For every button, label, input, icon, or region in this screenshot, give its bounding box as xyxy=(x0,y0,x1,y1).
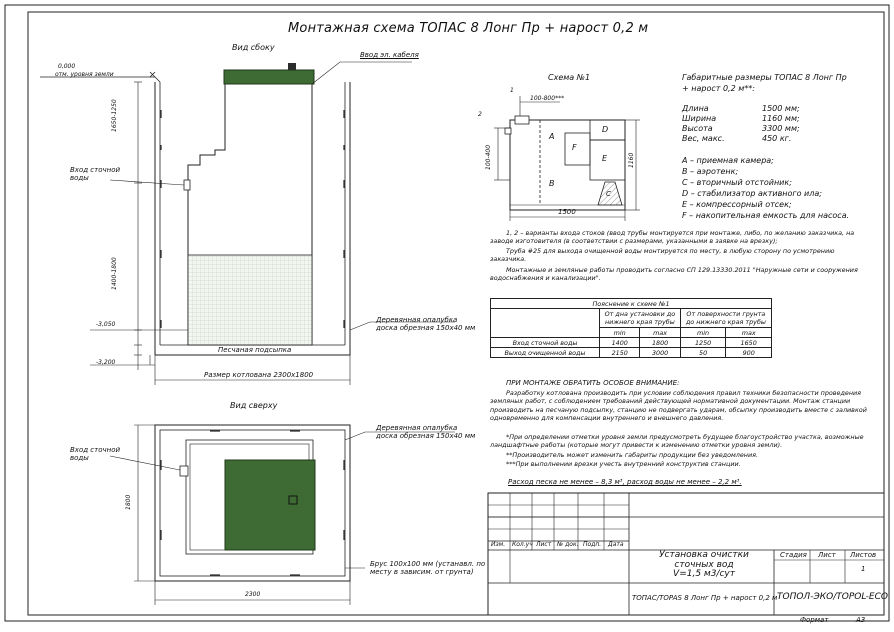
scheme-dim-top: 100-800*** xyxy=(530,95,565,102)
scheme-width: 1500 xyxy=(558,208,576,216)
table-max: max xyxy=(640,328,680,338)
table-cell: 1800 xyxy=(640,338,680,348)
table-cell: 1250 xyxy=(680,338,726,348)
stamp-format-value: А3 xyxy=(856,616,866,624)
scheme-1-drawing xyxy=(494,96,640,221)
stamp-model: ТОПАС/TOPAS 8 Лонг Пр + нарост 0,2 м xyxy=(632,594,778,602)
table-corner xyxy=(491,309,600,338)
note-outlet-pipe: Труба #25 для выхода очищенной воды монтируется по месту, в любую сторону по усмотрению заказчика. xyxy=(490,247,835,264)
ground-level-value: 0,000 xyxy=(58,63,76,70)
table-row-label: Вход сточной воды xyxy=(491,338,600,348)
table-min: min xyxy=(600,328,640,338)
side-inlet-label: Вход сточной воды xyxy=(70,166,121,182)
attention-title: ПРИ МОНТАЖЕ ОБРАТИТЬ ОСОБОЕ ВНИМАНИЕ: xyxy=(506,379,680,387)
dim-row-value: 1500 мм; xyxy=(762,104,800,113)
table-cell: 1650 xyxy=(726,338,772,348)
scheme-mark-2: 2 xyxy=(478,111,482,118)
dim-row-label: Длина xyxy=(682,104,709,113)
level-2-label: -3,200 xyxy=(96,359,116,366)
dim-mid-label: 1400-1800 xyxy=(111,257,118,290)
table-cell: 3000 xyxy=(640,348,680,358)
zone-f: F xyxy=(572,143,577,152)
table-cell: 1400 xyxy=(600,338,640,348)
scheme-label: Схема №1 xyxy=(548,73,591,82)
footnote-insertion: ***При выполнении врезки учесть внутренний конструктив станции. xyxy=(506,460,741,468)
legend-item: D – стабилизатор активного ила; xyxy=(682,189,822,198)
stamp-sheet: Лист xyxy=(818,551,836,559)
stamp-col: № док. xyxy=(557,541,579,548)
beam-label: Брус 100х100 мм (устанавл. по месту в зависим. от грунта) xyxy=(370,560,486,576)
side-view-drawing xyxy=(40,62,455,385)
table-header-b: От поверхности грунта до нижнего края трубы xyxy=(680,309,771,328)
attention-body: Разработку котлована производить при условии соблюдения правил техники безопасности проведения земляных работ, с соблюдением требований действующей нормативной документации. Монтаж станции производить на песчаную подсыпку, станцию не подвергать ударам, обсыпку производить вместе с заливкой одновременно для компенсации внутреннего и внешнего давления. xyxy=(490,389,867,423)
top-dim-width: 2300 xyxy=(245,591,261,598)
sand-bed-label: Песчаная подсыпка xyxy=(218,346,292,354)
dim-row-label: Ширина xyxy=(682,114,717,123)
dim-top-label: 1650-1250 xyxy=(111,99,118,132)
top-view-drawing xyxy=(110,425,455,605)
explanation-table xyxy=(490,298,772,358)
zone-legend xyxy=(682,156,882,222)
side-formwork-label: Деревянная опалубка доска обрезная 150х40 мм xyxy=(376,316,476,332)
ground-level-label: отм. уровня земли xyxy=(55,71,114,78)
stamp-col: Кол.уч xyxy=(512,541,533,548)
table-cell: 50 xyxy=(680,348,726,358)
stamp-col: Изм. xyxy=(491,541,506,548)
legend-item: E – компрессорный отсек; xyxy=(682,200,792,209)
cable-entry-label: Ввод эл. кабеля xyxy=(360,51,419,59)
zone-a: A xyxy=(549,132,555,141)
table-title: Пояснение к схеме №1 xyxy=(491,299,772,309)
stamp-col: Лист xyxy=(536,541,552,548)
dim-row-label: Высота xyxy=(682,124,713,133)
dim-row-value: 1160 мм; xyxy=(762,114,800,123)
zone-e: E xyxy=(602,154,608,163)
footnote-ground-level: *При определении отметки уровня земли предусмотреть будущее благоустройство участка, возможные ландшафтные работы (которые могут привести к изменению отметки уровня земли). xyxy=(490,433,864,450)
scheme-dim-left: 100-400 xyxy=(485,144,492,170)
top-inlet-label: Вход сточной воды xyxy=(70,446,121,462)
dim-row-value: 450 кг. xyxy=(762,134,792,143)
legend-item: C – вторичный отстойник; xyxy=(682,178,792,187)
stamp-col: Подп. xyxy=(583,541,602,548)
legend-item: A – приемная камера; xyxy=(682,156,774,165)
table-cell: 2150 xyxy=(600,348,640,358)
legend-item: B – аэротенк; xyxy=(682,167,739,176)
page-title: Монтажная схема ТОПАС 8 Лонг Пр + нарост 0,2 м xyxy=(288,21,649,36)
stamp-format: Формат xyxy=(800,616,829,624)
legend-item: F – накопительная емкость для насоса. xyxy=(682,211,850,220)
note-inlet-variants: 1, 2 – варианты входа стоков (ввод трубы монтируется при монтаже, либо, по желанию заказчика, на заводе изготовителя (в соответствии с размерами, указанными в заявке на врезку); xyxy=(490,229,855,246)
scheme-height: 1160 xyxy=(628,152,635,168)
sand-water-consumption: Расход песка не менее – 8,3 м³, расход воды не менее – 2,2 м³. xyxy=(508,478,742,486)
top-view-label: Вид сверху xyxy=(230,401,278,410)
stamp-stage: Стадия xyxy=(780,551,807,559)
top-dim-height: 1800 xyxy=(125,494,132,510)
dimensions-list xyxy=(682,104,822,144)
side-view-label: Вид сбоку xyxy=(232,43,275,52)
zone-b: B xyxy=(549,179,555,188)
table-max: max xyxy=(726,328,772,338)
stamp-sheets: Листов xyxy=(850,551,877,559)
table-row-label: Выход очищенной воды xyxy=(491,348,600,358)
zone-d: D xyxy=(602,125,609,134)
zone-c: C xyxy=(606,190,611,198)
dimensions-title: Габаритные размеры ТОПАС 8 Лонг Пр + нарост 0,2 м**: xyxy=(682,73,847,93)
top-formwork-label: Деревянная опалубка доска обрезная 150х40 мм xyxy=(376,424,476,440)
pit-size-label: Размер котлована 2300х1800 xyxy=(204,371,314,379)
table-min: min xyxy=(680,328,726,338)
stamp-sheets-value: 1 xyxy=(861,565,866,573)
stamp-object-name: Установка очистки сточных вод V=1,5 м3/сут xyxy=(659,550,749,579)
table-cell: 900 xyxy=(726,348,772,358)
stamp-company: ТОПОЛ-ЭКО/TOPOL-ECO xyxy=(777,592,888,602)
table-header-a: От дна установки до нижнего края трубы xyxy=(600,309,681,328)
note-regulations: Монтажные и земляные работы проводить согласно СП 129.13330.2011 "Наружные сети и сооружения водоснабжения и канализации". xyxy=(490,266,858,283)
dim-row-value: 3300 мм; xyxy=(762,124,800,133)
scheme-mark-1: 1 xyxy=(510,87,514,94)
stamp-col: Дата xyxy=(608,541,624,548)
level-1-label: -3,050 xyxy=(96,321,116,328)
dim-row-label: Вес, макс. xyxy=(682,134,725,143)
footnote-dimensions: **Производитель может изменить габариты продукции без уведомления. xyxy=(506,451,759,459)
